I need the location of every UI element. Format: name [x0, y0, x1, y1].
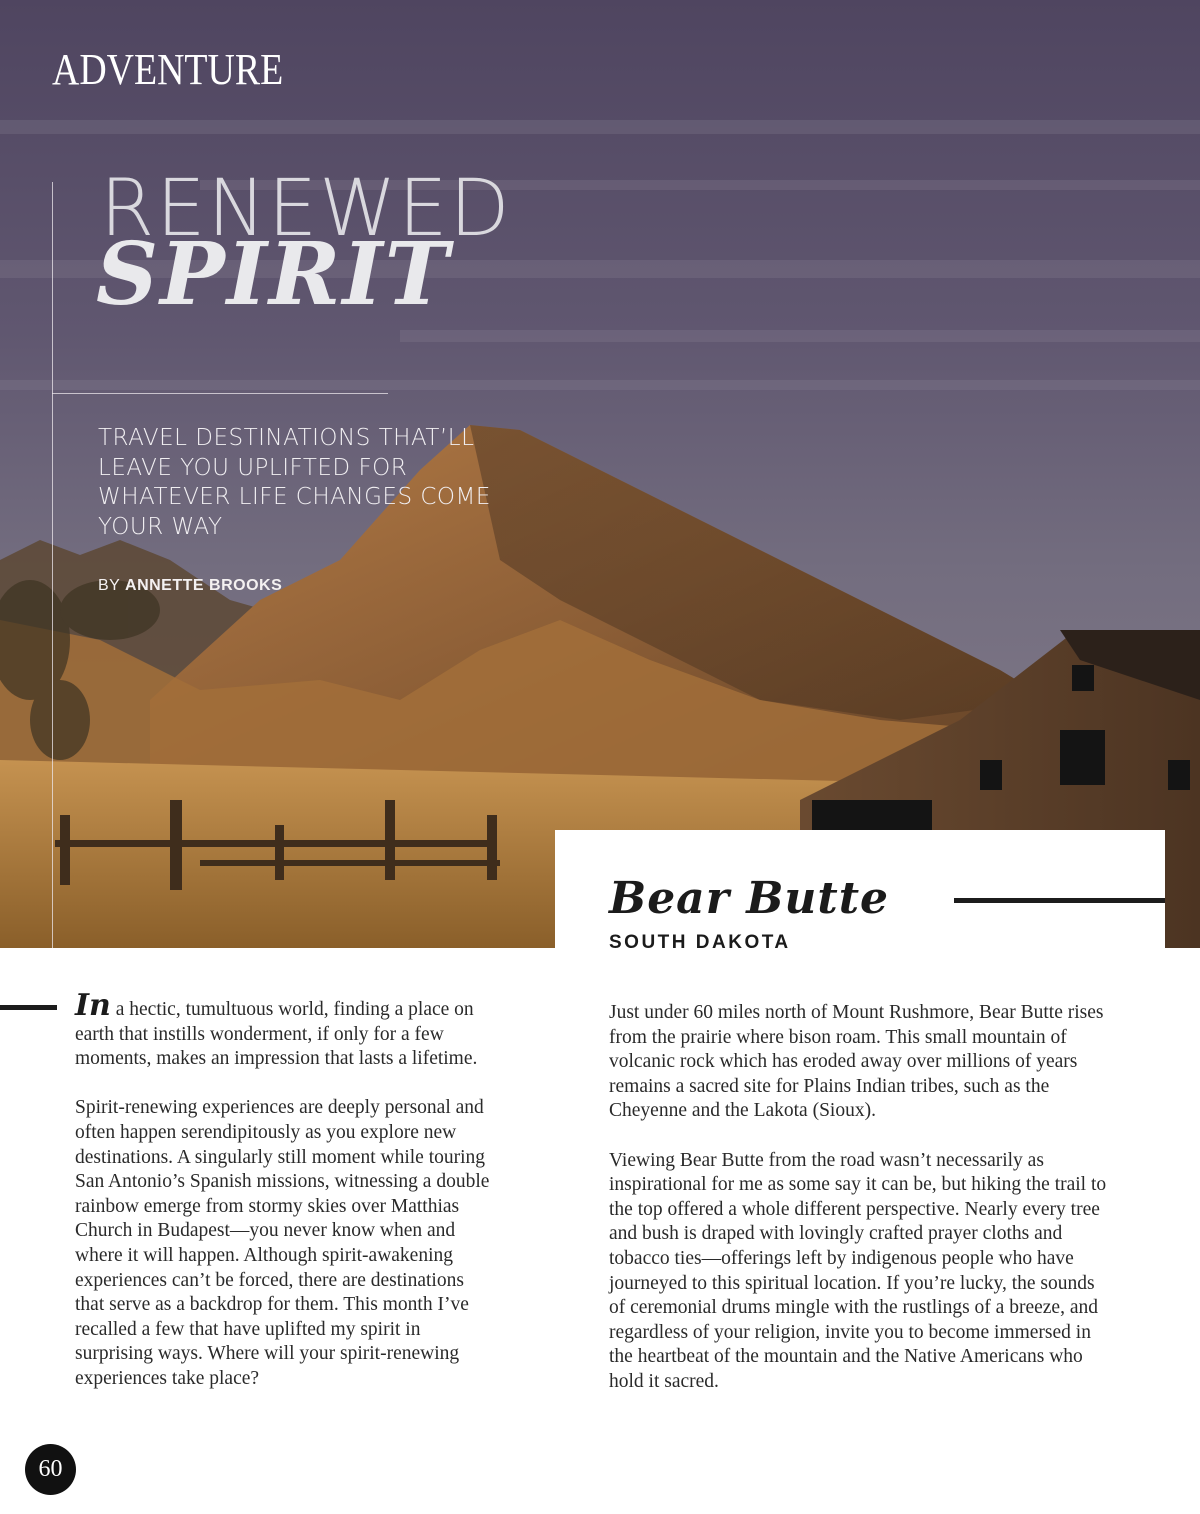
- horizontal-divider: [52, 393, 388, 394]
- page-number: 60: [25, 1444, 76, 1495]
- deck-subtitle: TRAVEL DESTINATIONS THAT’LL LEAVE YOU UPLIFTED FOR WHATEVER LIFE CHANGES COME YOUR WAY: [98, 425, 491, 540]
- byline-prefix: BY: [98, 577, 121, 594]
- intro-column: [75, 988, 495, 1416]
- headline-line-1: RENEWED: [100, 164, 512, 254]
- destination-paragraph-1: Just under 60 miles north of Mount Rushmore, Bear Butte rises from the prairie where bison roam. This small mountain of volcanic rock which has eroded away over millions of years remains a sacred site for Plains Indian tribes, such as the Cheyenne and the Lakota (Sioux).: [609, 1002, 1104, 1122]
- destination-paragraph-2: Viewing Bear Butte from the road wasn’t necessarily as inspirational for me as some say it can be, but hiking the trail to the top offered a whole different perspective. Nearly every tree and bush is draped with lovingly crafted prayer cloths and tobacco ties—offerings left by indigenous people who have journeyed to this spiritual location. If you’re lucky, the sounds of ceremonial drums mingle with the rustlings of a breeze, and regardless of your religion, invite you to become immersed in the heartbeat of the mountain and the Native Americans who hold it sacred.: [609, 1149, 1107, 1392]
- destination-title: Bear Butte: [609, 873, 890, 924]
- intro-paragraph-1: [75, 988, 495, 1072]
- vertical-divider: [52, 182, 53, 948]
- intro-paragraph-1-text: a hectic, tumultuous world, finding a place on earth that instills wonderment, if only for a few moments, makes an impression that lasts a lifetime.: [75, 999, 478, 1070]
- drop-cap: In: [75, 988, 111, 1023]
- section-label: ADVENTURE: [52, 45, 284, 94]
- destination-column: [609, 1001, 1109, 1419]
- card-accent-rule: [954, 898, 1165, 903]
- byline: [98, 577, 282, 595]
- intro-paragraph-2: Spirit-renewing experiences are deeply personal and often happen serendipitously as you explore new destinations. A singularly still moment while touring San Antonio’s Spanish missions, witnessing a double rainbow emerge from stormy skies over Matthias Church in Budapest—you never know when and where it will happen. Although spirit-awakening experiences can’t be forced, there are destinations that serve as a backdrop for them. This month I’ve recalled a few that have uplifted my spirit in surprising ways. Where will your spirit-renewing experiences take place?: [75, 1097, 490, 1389]
- author-name: ANNETTE BROOKS: [125, 577, 283, 594]
- intro-accent-rule: [0, 1005, 57, 1010]
- destination-state: SOUTH DAKOTA: [609, 932, 791, 953]
- headline-line-2: SPIRIT: [96, 224, 451, 325]
